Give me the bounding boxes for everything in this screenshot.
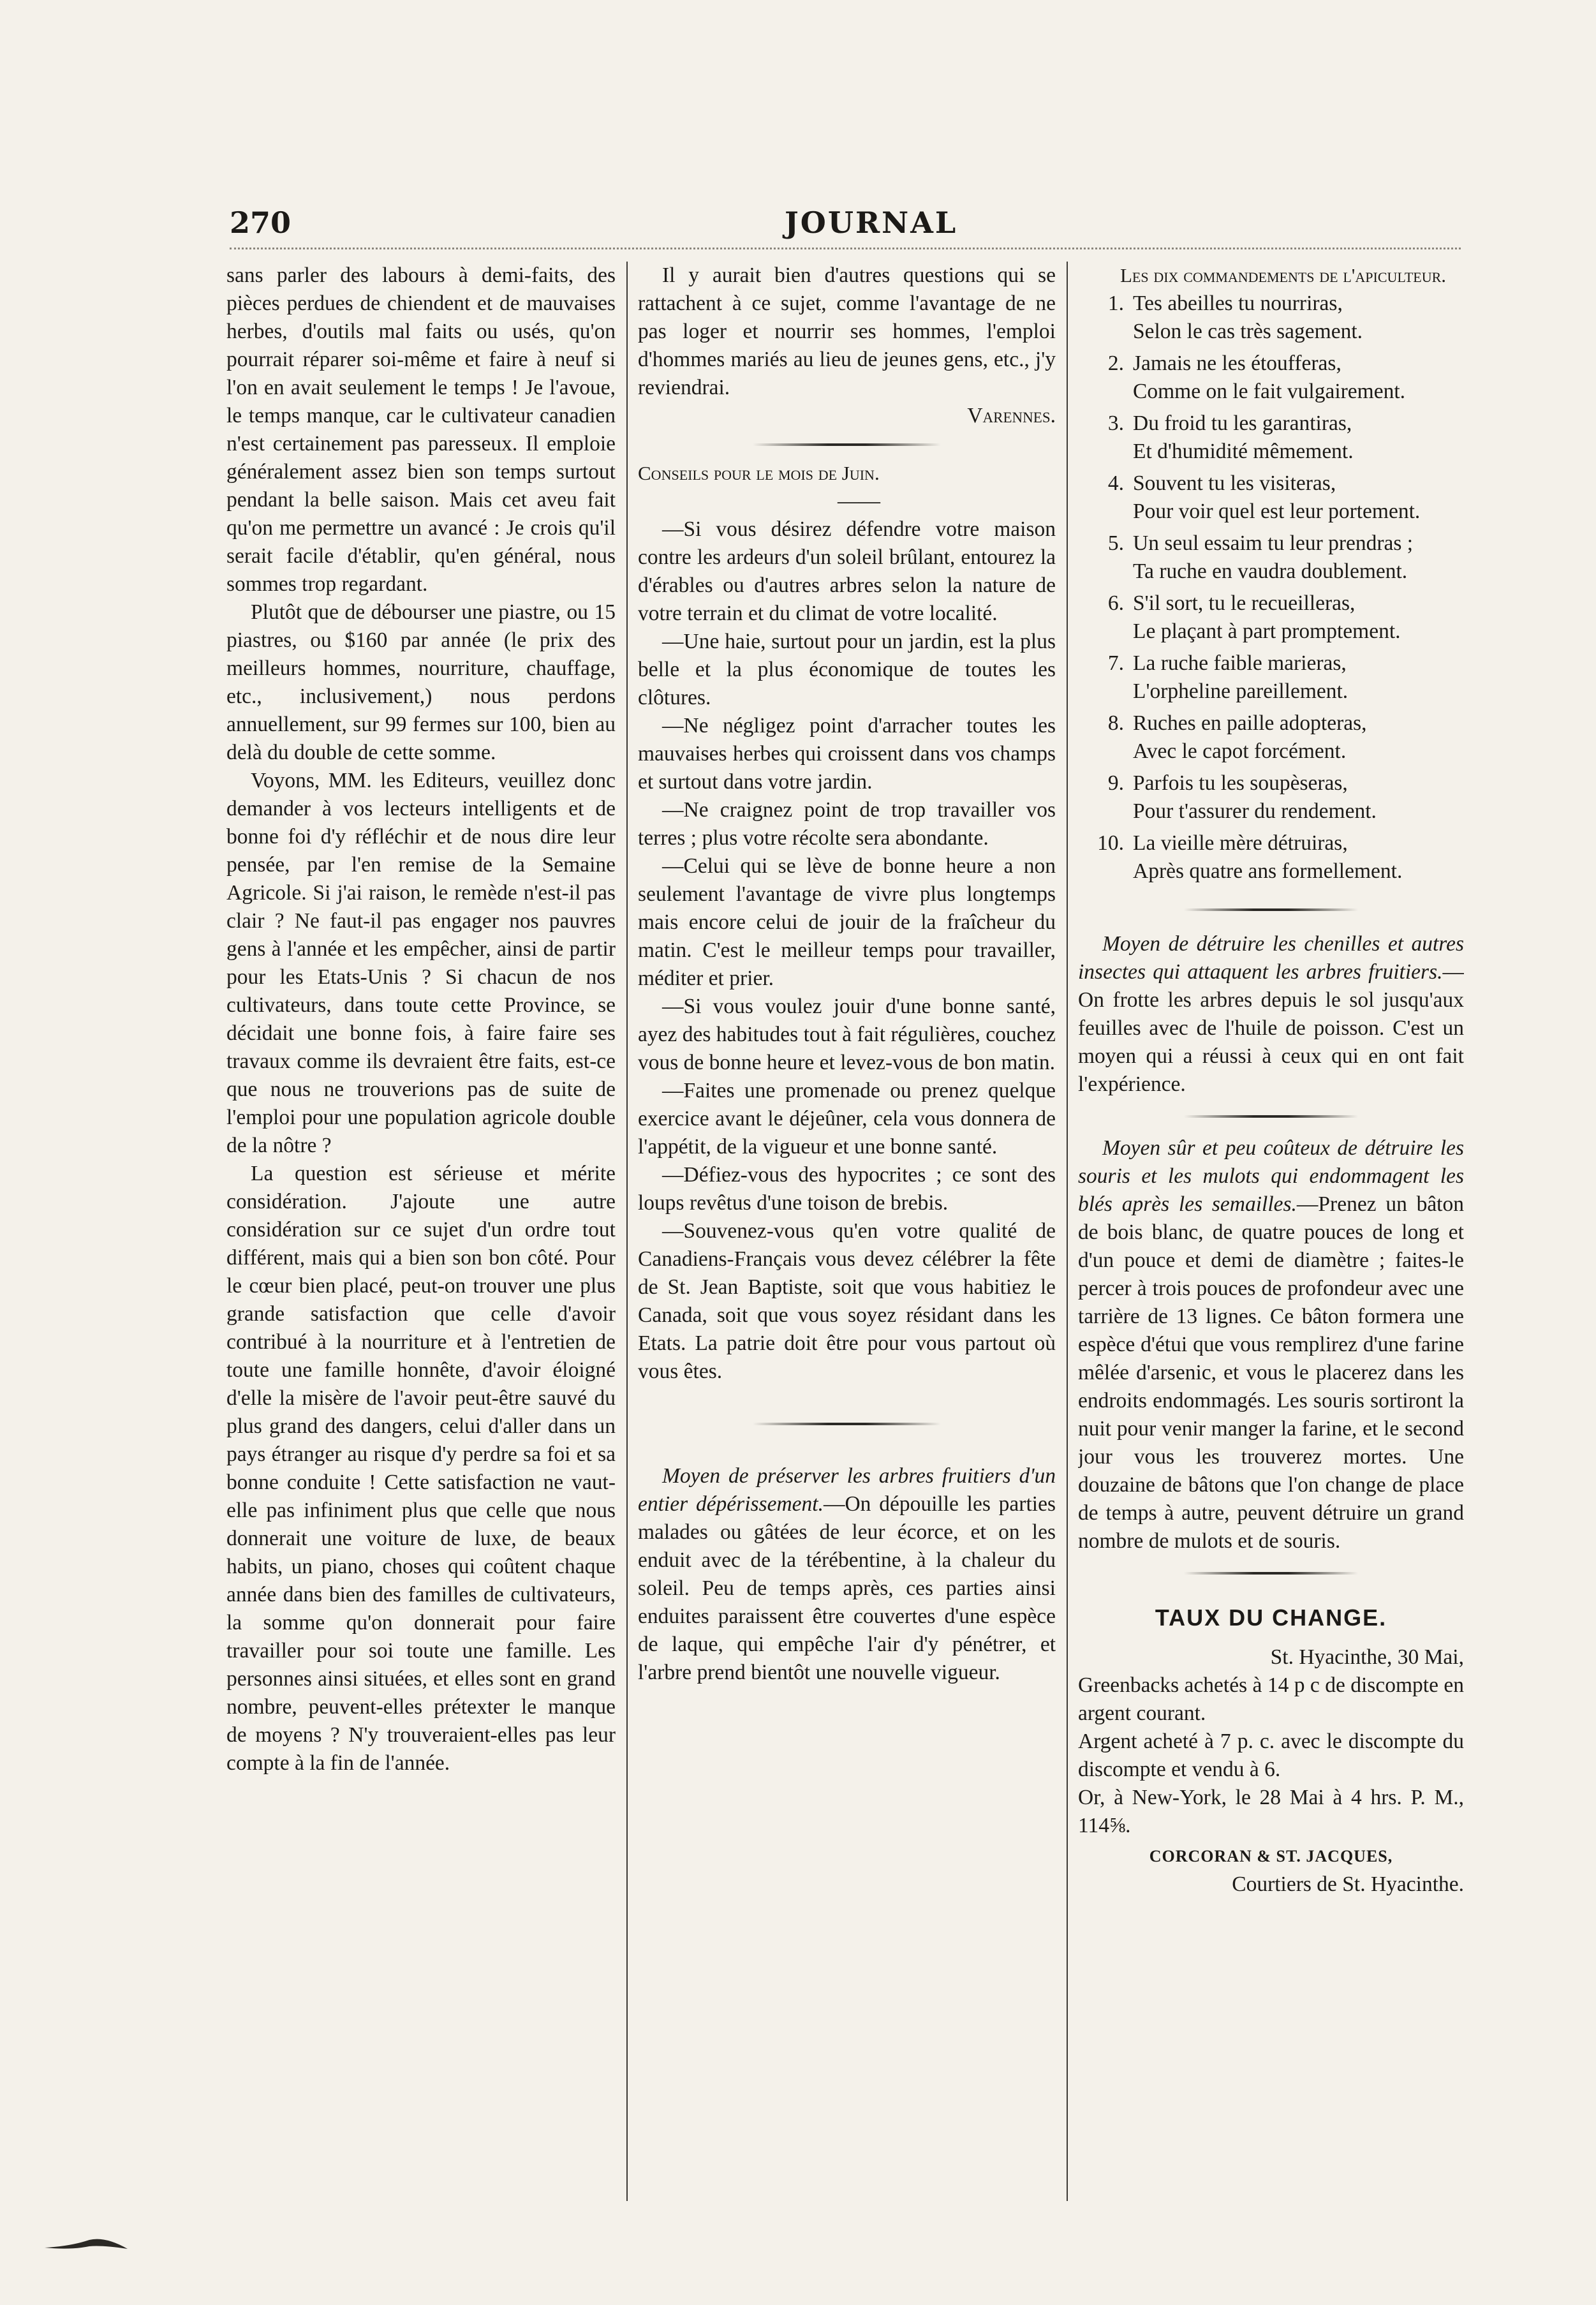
verse-line: Parfois tu les soupèseras, xyxy=(1133,771,1348,795)
souris-paragraph xyxy=(1078,1134,1464,1555)
verse-line: La vieille mère détruiras, xyxy=(1133,831,1348,855)
conseil-paragraph: —Ne craignez point de trop travailler vos terres ; plus votre récolte sera abondante. xyxy=(638,798,1056,850)
verse-line: Et d'humidité mêmement. xyxy=(1133,440,1354,463)
verse-line: Comme on le fait vulgairement. xyxy=(1133,380,1406,403)
souris-title: Moyen sûr et peu coûteux de détruire les souris et les mulots qui endommagent les blés après les semailles. xyxy=(1078,1136,1464,1216)
list-item xyxy=(1078,829,1464,886)
item-number: 2. xyxy=(1107,352,1124,375)
conseil-paragraph: —Une haie, surtout pour un jardin, est la plus belle et la plus économique de toutes les clôtures. xyxy=(638,630,1056,709)
item-number: 7. xyxy=(1107,651,1124,675)
paragraph: Il y aurait bien d'autres questions qui se rattachent à ce sujet, comme l'avantage de ne pas loger et nourrir ses hommes, l'emploi d'hommes mariés au lieu de jeunes gens, etc., j'y reviendrai. xyxy=(638,263,1056,399)
taux-du-change xyxy=(1078,1604,1464,1899)
signature: Varennes. xyxy=(967,404,1056,427)
list-item xyxy=(1078,709,1464,766)
conseil-paragraph: —Ne négligez point d'arracher toutes les mauvaises herbes qui croissent dans vos champs et surtout dans votre jardin. xyxy=(638,714,1056,794)
section-heading-commandements: Les dix commandements de l'apiculteur. xyxy=(1119,264,1447,286)
courtiers-line: Courtiers de St. Hyacinthe. xyxy=(1232,1872,1464,1896)
verse-line: Un seul essaim tu leur prendras ; xyxy=(1133,531,1414,555)
verse-line: S'il sort, tu le recueilleras, xyxy=(1133,591,1356,615)
verse-line: Selon le cas très sagement. xyxy=(1133,320,1363,343)
item-number: 5. xyxy=(1107,531,1124,555)
item-number: 6. xyxy=(1107,591,1124,615)
chenilles-title: Moyen de détruire les chenilles et autres insectes qui attaquent les arbres fruitiers. xyxy=(1078,932,1464,984)
separator-rule xyxy=(1078,1099,1464,1134)
item-number: 3. xyxy=(1107,411,1124,435)
verse-line: Le plaçant à part promptement. xyxy=(1133,619,1401,643)
conseil-paragraph: —Celui qui se lève de bonne heure a non seulement l'avantage de vivre plus longtemps mais encore celui de jouir de la fraîcheur du matin. C'est le meilleur temps pour travailler, méditer et prier. xyxy=(638,854,1056,990)
corner-ornament xyxy=(45,2236,128,2251)
page-number: 270 xyxy=(230,205,292,240)
list-item xyxy=(1078,589,1464,646)
place-date: St. Hyacinthe, 30 Mai, xyxy=(1270,1645,1464,1669)
conseil-paragraph: —Si vous voulez jouir d'une bonne santé, ayez des habitudes tout à fait régulières, couchez vous de bonne heure et levez-vous de bon matin. xyxy=(638,995,1056,1074)
item-number: 9. xyxy=(1107,771,1124,795)
verse-line: Après quatre ans formellement. xyxy=(1133,859,1403,883)
verse-line: Du froid tu les garantiras, xyxy=(1133,411,1352,435)
item-number: 1. xyxy=(1107,292,1124,315)
list-item xyxy=(1078,530,1464,586)
conseil-paragraph: —Défiez-vous des hypocrites ; ce sont des loups revêtus d'une toison de brebis. xyxy=(638,1163,1056,1215)
chenilles-text: —On frotte les arbres depuis le sol jusqu'aux feuilles avec de l'huile de poisson. C'est un moyen qui a réussi à ceux qui en ont fait l'expérience. xyxy=(1078,960,1464,1096)
short-dash: —— xyxy=(838,489,880,513)
list-item xyxy=(1078,350,1464,406)
greenbacks-line: Greenbacks achetés à 14 p c de discompte en argent courant. xyxy=(1078,1673,1464,1725)
verse-line: Ta ruche en vaudra doublement. xyxy=(1133,560,1408,583)
souris-text: —Prenez un bâton de bois blanc, de quatre pouces de long et d'un pouce et demi de diamètre ; faites-le percer à trois pouces de profondeur avec une tarrière de 13 lignes. Ce bâton formera une espèce d'étui que vous remplirez d'une farine mêlée d'arsenic, et vous le placerez dans les endroits endommagés. Les souris sortiront la nuit pour venir manger la farine, et le second jour vous les trouverez mortes. Une douzaine de bâtons que l'on change de place de temps à autre, peuvent détruire un grand nombre de mulots et de souris. xyxy=(1078,1192,1464,1553)
verse-line: Avec le capot forcément. xyxy=(1133,739,1347,763)
separator-rule xyxy=(638,1386,1056,1462)
separator-rule xyxy=(1078,889,1464,930)
item-number: 4. xyxy=(1107,471,1124,495)
verse-line: Pour t'assurer du rendement. xyxy=(1133,799,1377,823)
verse-line: Tes abeilles tu nourriras, xyxy=(1133,292,1343,315)
column-divider xyxy=(1067,262,1068,2201)
conseil-paragraph: —Si vous désirez défendre votre maison contre les ardeurs d'un soleil brûlant, entourez la d'érables ou d'autres arbres selon la nature de votre terrain et du climat de votre localité. xyxy=(638,517,1056,625)
conseil-paragraph: —Souvenez-vous qu'en votre qualité de Canadiens-Français vous devez célébrer la fête de St. Jean Baptiste, soit que vous habitiez le Canada, soit que vous soyez résidant dans les Etats. La patrie doit être pour vous partout où vous êtes. xyxy=(638,1219,1056,1383)
verse-line: Souvent tu les visiteras, xyxy=(1133,471,1336,495)
item-number: 10. xyxy=(1097,831,1124,855)
verse-line: Jamais ne les étoufferas, xyxy=(1133,352,1341,375)
commandements-list xyxy=(1078,290,1464,886)
list-item xyxy=(1078,290,1464,346)
firm-name: CORCORAN & ST. JACQUES, xyxy=(1149,1847,1393,1865)
paragraph: Voyons, MM. les Editeurs, veuillez donc demander à vos lecteurs intelligents et de bonne foi d'y réfléchir et de nous dire leur pensée, par l'en remise de la Semaine Agricole. Si j'ai raison, le remède n'est-il pas clair ? Ne faut-il pas engager nos pauvres gens à l'année et les empêcher, ainsi de partir pour les Etats-Unis ? Si chacun de nos cultivateurs, dans toute cette Province, se décidait une bonne fois, à faire faire ses travaux comme ils devraient être faits, est-ce que nous ne trouverions pas de suite de l'emploi pour une population agricole double de la nôtre ? xyxy=(226,769,616,1157)
moyen-paragraph xyxy=(638,1462,1056,1687)
column-3 xyxy=(1078,262,1464,2223)
verse-line: L'orpheline pareillement. xyxy=(1133,679,1348,703)
verse-line: Ruches en paille adopteras, xyxy=(1133,711,1367,735)
or-line: Or, à New-York, le 28 Mai à 4 hrs. P. M., 114⅝. xyxy=(1078,1786,1464,1837)
argent-line: Argent acheté à 7 p. c. avec le discompte du discompte et vendu à 6. xyxy=(1078,1730,1464,1781)
list-item xyxy=(1078,649,1464,706)
paragraph: sans parler des labours à demi-faits, des pièces perdues de chiendent et de mauvaises herbes, d'outils mal faits ou usés, qu'on pourrait réparer soi-même et faire à neuf si l'on en avait seulement le temps ! Je l'avoue, le temps manque, car le cultivateur canadien n'est certainement pas paresseux. Il emploie généralement assez bien son temps surtout pendant la belle saison. Mais cet aveu fait qu'on me permettre un avancé : Je crois qu'il serait facile d'établir, qu'en général, nous sommes trop regardant. xyxy=(226,263,616,596)
separator-rule xyxy=(1078,1555,1464,1591)
paragraph: La question est sérieuse et mérite considération. J'ajoute une autre considération sur ce sujet d'un ordre tout différent, mais qui a bien son bon côté. Pour le cœur bien placé, peut-on trouver une plus grande satisfaction que celle d'avoir contribué à la nourriture et à l'entretien de toute une famille honnête, d'avoir éloigné d'elle la misère de l'avoir peut-être sauvé du plus grand des dangers, celui d'aller dans un pays étranger au risque d'y perdre sa foi et sa bonne conduite ! Cette satisfaction ne vaut-elle pas infiniment plus que celle que nous donnerait une voiture de luxe, de beaux habits, un piano, choses qui coûtent chaque année dans bien des familles de cultivateurs, la somme qu'on donnerait pour faire travailler pour soi toute une famille. Les personnes ainsi situées, et elles sont en grand nombre, peuvent-elles prétexter le manque de moyens ? N'y trouveraient-elles pas leur compte à la fin de l'année. xyxy=(226,1162,616,1775)
column-1 xyxy=(226,262,616,2223)
item-number: 8. xyxy=(1107,711,1124,735)
chenilles-paragraph xyxy=(1078,930,1464,1099)
verse-line: La ruche faible marieras, xyxy=(1133,651,1347,675)
taux-title: TAUX DU CHANGE. xyxy=(1155,1605,1387,1631)
running-title: JOURNAL xyxy=(785,205,958,240)
moyen-title: Moyen de préserver les arbres fruitiers d'un entier dépérissement. xyxy=(638,1464,1056,1516)
conseil-paragraph: —Faites une promenade ou prenez quelque exercice avant le déjeûner, cela vous donnera de l'appétit, de la vigueur et une bonne santé. xyxy=(638,1079,1056,1159)
list-item xyxy=(1078,410,1464,466)
paragraph: Plutôt que de débourser une piastre, ou 15 piastres, ou $160 par année (le prix des meilleurs hommes, nourriture, chauffage, etc., inclusivement,) nous perdons annuellement, sur 99 fermes sur 100, bien au delà du double de cette somme. xyxy=(226,600,616,764)
column-divider xyxy=(626,262,628,2201)
section-heading-conseils: Conseils pour le mois de Juin. xyxy=(638,462,880,484)
moyen-text: —On dépouille les parties malades ou gâtées de leur écorce, et on les enduit avec de la térébentine, à la chaleur du soleil. Peu de temps après, ces parties ainsi enduites paraissent être couvertes d'une espèce de laque, qui empêche l'air d'y pénétrer, et l'arbre prend bientôt une nouvelle vigueur. xyxy=(638,1492,1056,1684)
list-item xyxy=(1078,769,1464,826)
separator-rule xyxy=(638,430,1056,459)
list-item xyxy=(1078,470,1464,526)
column-2 xyxy=(638,262,1056,2223)
page-header xyxy=(230,203,1461,249)
verse-line: Pour voir quel est leur portement. xyxy=(1133,500,1421,523)
